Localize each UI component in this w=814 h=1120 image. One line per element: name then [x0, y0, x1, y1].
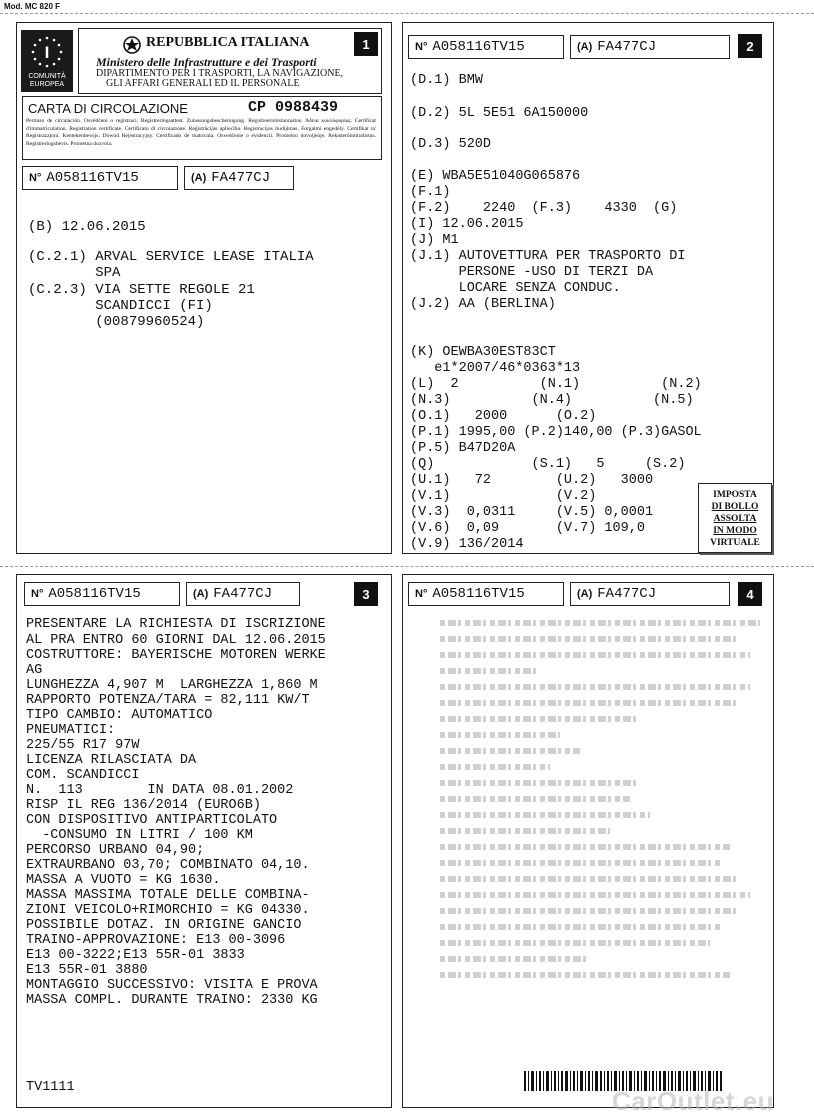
field-line: (C.2.3) VIA SETTE REGOLE 21 [28, 282, 255, 298]
field-line: (O.1) 2000 (O.2) [410, 409, 597, 424]
tax-stamp [698, 483, 772, 553]
field-line: POSSIBILE DOTAZ. IN ORIGINE GANCIO [26, 918, 302, 933]
card-title: CARTA DI CIRCOLAZIONE [28, 101, 188, 116]
doc-id-label: N° [29, 172, 42, 184]
field-line: (J.1) AUTOVETTURA PER TRASPORTO DI [410, 249, 686, 264]
field-line: 225/55 R17 97W [26, 738, 140, 753]
field-line: N. 113 IN DATA 08.01.2002 [26, 783, 294, 798]
field-line: COM. SCANDICCI [26, 768, 140, 783]
plate-label: (A) [191, 172, 207, 184]
plate-value: FA477CJ [597, 586, 657, 602]
field-line: (V.1) (V.2) [410, 489, 597, 504]
eu-label-2: EUROPEA [29, 81, 65, 88]
field-line: PERCORSO URBANO 04,90; [26, 843, 205, 858]
field-line: (P.5) B47D20A [410, 441, 516, 456]
country-code: I [44, 43, 50, 62]
doc-id-value: A058116TV15 [46, 170, 139, 186]
field-line: -CONSUMO IN LITRI / 100 KM [26, 828, 253, 843]
field-line: (E) WBA5E51040G065876 [410, 169, 581, 184]
field-line: LICENZA RILASCIATA DA [26, 753, 197, 768]
doc-id-value: A058116TV15 [48, 586, 141, 602]
field-line: (F.1) [410, 185, 451, 200]
field-line: (D.1) BMW [410, 73, 483, 88]
stamp-line: VIRTUALE [710, 538, 760, 548]
field-line: TIPO CAMBIO: AUTOMATICO [26, 708, 213, 723]
plate-label: (A) [193, 588, 209, 600]
card-number: CP 0988439 [248, 99, 339, 116]
plate-value: FA477CJ [597, 39, 657, 55]
form-code: Mod. MC 820 F [4, 2, 61, 11]
field-line: (J) M1 [410, 233, 459, 248]
field-line: CON DISPOSITIVO ANTIPARTICOLATO [26, 813, 278, 828]
republic-title: REPUBBLICA ITALIANA [146, 35, 310, 50]
field-line: AL PRA ENTRO 60 GIORNI DAL 12.06.2015 [26, 633, 326, 648]
doc-id-label: N° [415, 41, 428, 53]
field-line: (Q) (S.1) 5 (S.2) [410, 457, 686, 472]
bleed-through-pattern [440, 615, 760, 985]
field-line: AG [26, 663, 43, 678]
perforation-top [0, 13, 814, 14]
field-line: MASSA A VUOTO = KG 1630. [26, 873, 221, 888]
panel-number-1: 1 [354, 32, 378, 56]
field-line: (00879960524) [28, 314, 205, 330]
field-line: COSTRUTTORE: BAYERISCHE MOTOREN WERKE [26, 648, 326, 663]
field-line: TRAINO-APPROVAZIONE: E13 00-3096 [26, 933, 286, 948]
field-line: (L) 2 (N.1) (N.2) [410, 377, 702, 392]
field-line: (P.1) 1995,00 (P.2)140,00 (P.3)GASOL [410, 425, 702, 440]
doc-id-box-1 [22, 166, 178, 190]
plate-value: FA477CJ [213, 586, 273, 602]
field-line: E13 55R-01 3880 [26, 963, 148, 978]
department-line-2: GLI AFFARI GENERALI ED IL PERSONALE [106, 78, 300, 89]
plate-box-2 [570, 35, 730, 59]
field-line: (B) 12.06.2015 [28, 219, 146, 235]
watermark: CarOutlet.eu [612, 1086, 775, 1116]
plate-label: (A) [577, 41, 593, 53]
doc-id-value: A058116TV15 [432, 39, 525, 55]
field-line: (C.2.1) ARVAL SERVICE LEASE ITALIA [28, 249, 314, 265]
field-line: PNEUMATICI: [26, 723, 116, 738]
field-line: (J.2) AA (BERLINA) [410, 297, 556, 312]
plate-label: (A) [577, 588, 593, 600]
field-line: (D.2) 5L 5E51 6A150000 [410, 106, 589, 121]
perforation-middle [0, 566, 814, 567]
field-line: SPA [28, 265, 121, 281]
stamp-line: DI BOLLO [711, 502, 759, 512]
field-line: RAPPORTO POTENZA/TARA = 82,111 KW/T [26, 693, 310, 708]
field-line: (N.3) (N.4) (N.5) [410, 393, 694, 408]
panel-number-4: 4 [738, 582, 762, 606]
field-line: (I) 12.06.2015 [410, 217, 524, 232]
field-line: E13 00-3222;E13 55R-01 3833 [26, 948, 245, 963]
ministry-name: Ministero delle Infrastrutture e dei Trasporti [96, 55, 317, 69]
field-line: EXTRAURBANO 03,70; COMBINATO 04,10. [26, 858, 310, 873]
stamp-line: ASSOLTA [713, 514, 757, 524]
panel-number-2: 2 [738, 34, 762, 58]
field-line: (V.6) 0,09 (V.7) 109,0 [410, 521, 645, 536]
republic-emblem-icon [122, 35, 142, 55]
card-translations: Permiso de circulación. Osvědčení o registraci. Registreringsattest. Zulassungsbescheinigung. Registreerimistunnistus. Άδεια κυκλοφορίας. Certificat d'immatriculation. Registration certificate. Certificato di circolazione. Reģistrācijas apliecība. Registracijos liudijimas. Forgalmi engedély. Certifikat ta' Reġistrazzjoni. Kentekenbewijs. Dowód Rejestracyjny. Certificado de matrícula. Osvedčenie o evidencii. Prometno dovoljenje. Rekisteröintitodistus. Registreringsbevis. Prometna dozvola. [26, 118, 376, 147]
plate-box-4 [570, 582, 730, 606]
doc-id-value: A058116TV15 [432, 586, 525, 602]
doc-id-box-4 [408, 582, 564, 606]
field-line: (V.9) 136/2014 [410, 537, 524, 552]
eu-label-1: COMUNITÀ [28, 73, 66, 80]
plate-value: FA477CJ [211, 170, 271, 186]
field-line: MONTAGGIO SUCCESSIVO: VISITA E PROVA [26, 978, 318, 993]
stamp-line: IN MODO [713, 526, 757, 536]
department-line-1: DIPARTIMENTO PER I TRASPORTI, LA NAVIGAZIONE, [96, 68, 344, 79]
field-line: PRESENTARE LA RICHIESTA DI ISCRIZIONE [26, 617, 326, 632]
field-line: MASSA COMPL. DURANTE TRAINO: 2330 KG [26, 993, 318, 1008]
stamp-line: IMPOSTA [713, 490, 757, 500]
doc-id-box-3 [24, 582, 180, 606]
field-line: RISP IL REG 136/2014 (EURO6B) [26, 798, 261, 813]
panel-number-3: 3 [354, 582, 378, 606]
field-line: LOCARE SENZA CONDUC. [410, 281, 621, 296]
eu-flag [21, 30, 73, 92]
plate-box-3 [186, 582, 300, 606]
field-line: SCANDICCI (FI) [28, 298, 213, 314]
bleed-through-text [440, 615, 760, 985]
doc-id-box-2 [408, 35, 564, 59]
field-line: (U.1) 72 (U.2) 3000 [410, 473, 654, 488]
field-line: (F.2) 2240 (F.3) 4330 (G) [410, 201, 678, 216]
field-line: LUNGHEZZA 4,907 M LARGHEZZA 1,860 M [26, 678, 318, 693]
field-line: (D.3) 520D [410, 137, 492, 152]
plate-box-1 [184, 166, 294, 190]
field-line: PERSONE -USO DI TERZI DA [410, 265, 654, 280]
field-line: ZIONI VEICOLO+RIMORCHIO = KG 04330. [26, 903, 310, 918]
field-line: MASSA MASSIMA TOTALE DELLE COMBINA- [26, 888, 310, 903]
field-line: (K) OEWBA30EST83CT [410, 345, 556, 360]
field-line: e1*2007/46*0363*13 [410, 361, 581, 376]
doc-id-label: N° [415, 588, 428, 600]
doc-id-label: N° [31, 588, 44, 600]
panel3-footer-code: TV1111 [26, 1080, 75, 1095]
field-line: (V.3) 0,0311 (V.5) 0,0001 [410, 505, 654, 520]
